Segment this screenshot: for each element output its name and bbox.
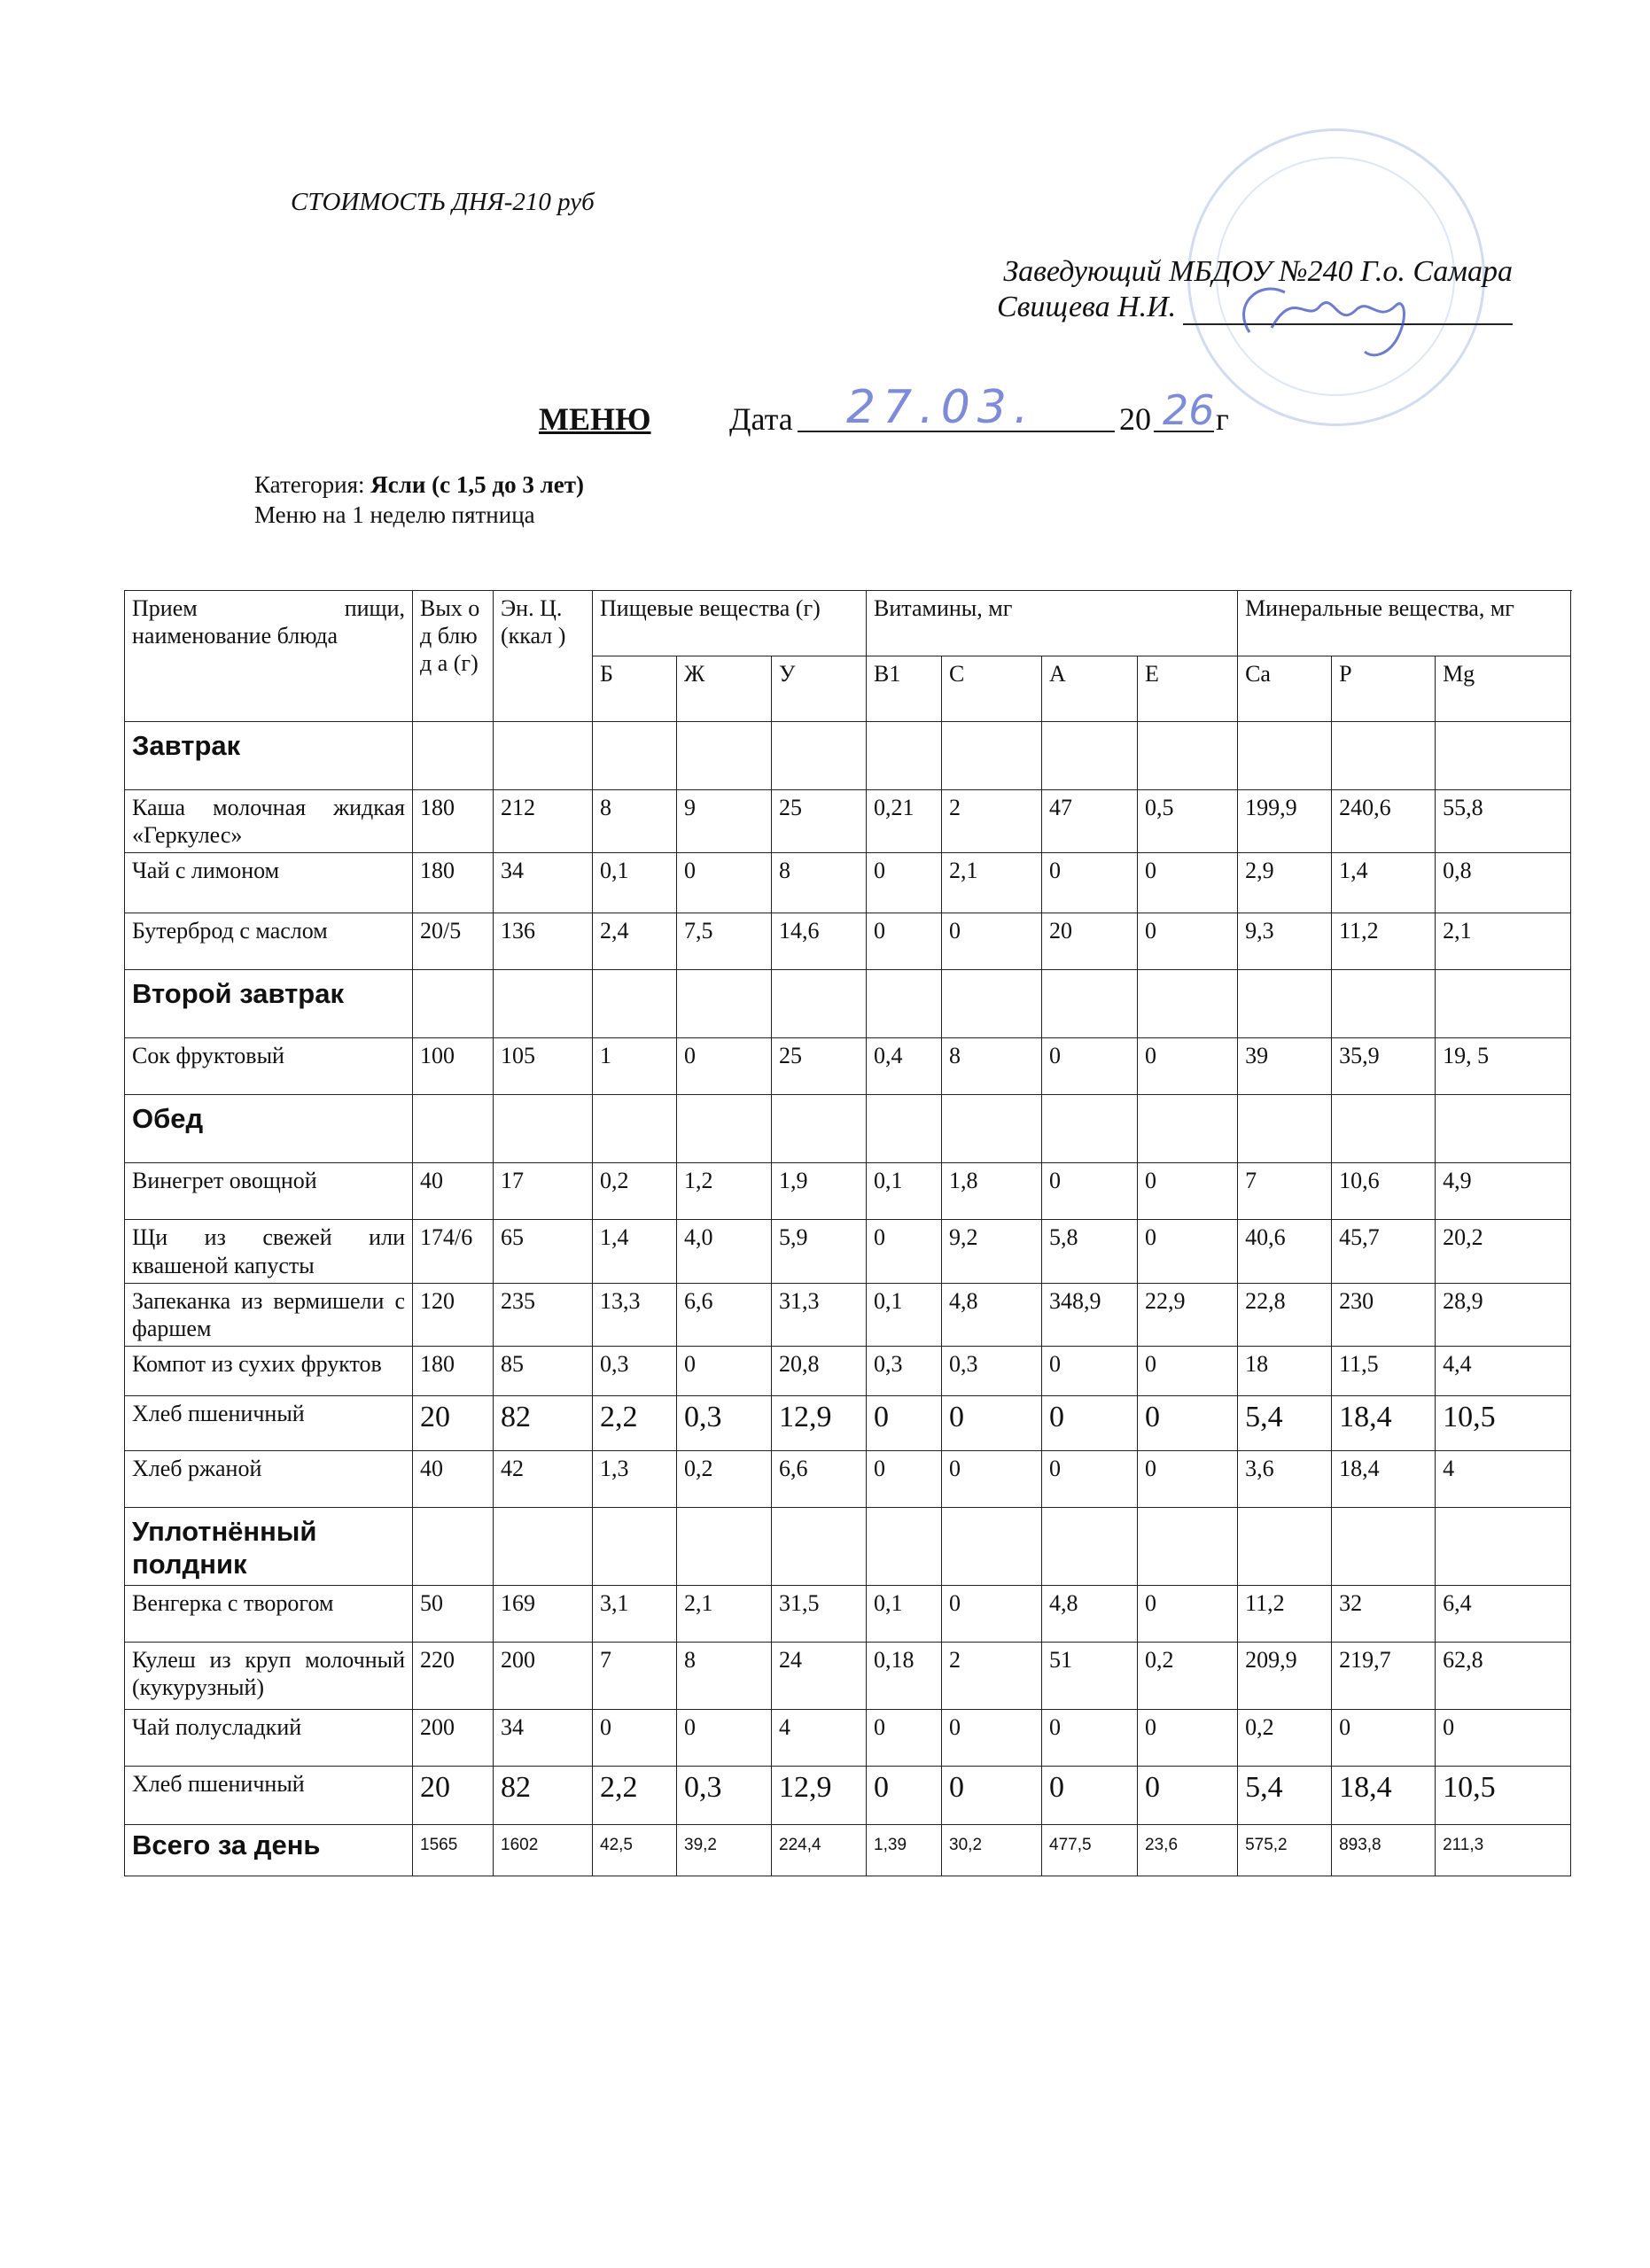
dish-row [125,1766,1571,1824]
value-cell: 200 [494,1642,593,1709]
value-cell: 8 [942,1038,1042,1095]
value-cell: 18,4 [1332,1396,1436,1451]
value-cell: 5,9 [772,1220,867,1283]
value-cell: 235 [494,1283,593,1346]
value-cell: 0,1 [867,1163,942,1220]
value-cell: 0 [867,1709,942,1766]
section-empty-cell [1138,722,1238,790]
section-empty-cell [413,1508,494,1585]
value-cell: 0 [1042,1038,1138,1095]
value-cell: 0,8 [1436,853,1571,913]
total-value-cell: 1,39 [867,1824,942,1876]
value-cell: 7 [1238,1163,1332,1220]
dish-name: Щи из свежей или квашеной капусты [125,1220,413,1283]
section-empty-cell [1238,970,1332,1038]
value-cell: 180 [413,790,494,853]
value-cell: 0,1 [867,1283,942,1346]
value-cell: 82 [494,1396,593,1451]
value-cell: 12,9 [772,1766,867,1824]
value-cell: 100 [413,1038,494,1095]
total-value-cell: 1565 [413,1824,494,1876]
value-cell: 6,4 [1436,1585,1571,1642]
value-cell: 348,9 [1042,1283,1138,1346]
value-cell: 4 [1436,1451,1571,1508]
value-cell: 0,2 [593,1163,677,1220]
value-cell: 209,9 [1238,1642,1332,1709]
value-cell: 50 [413,1585,494,1642]
section-empty-cell [413,1095,494,1163]
value-cell: 0 [677,1347,772,1396]
category-line [254,471,584,499]
section-empty-cell [677,1095,772,1163]
total-value-cell: 893,8 [1332,1824,1436,1876]
value-cell: 42 [494,1451,593,1508]
section-empty-cell [494,1508,593,1585]
value-cell: 0 [1138,1396,1238,1451]
date-value: 27.03. [846,381,1036,434]
value-cell: 6,6 [772,1451,867,1508]
value-cell: 4,8 [942,1283,1042,1346]
value-cell: 20 [1042,913,1138,970]
dish-name: Бутерброд с маслом [125,913,413,970]
section-empty-cell [1436,1095,1571,1163]
total-label: Всего за день [125,1824,413,1876]
value-cell: 2,1 [677,1585,772,1642]
section-row [125,1508,1571,1585]
section-name: Второй завтрак [125,970,413,1038]
value-cell: 0 [677,1038,772,1095]
section-empty-cell [1042,722,1138,790]
value-cell: 39 [1238,1038,1332,1095]
value-cell: 3,1 [593,1585,677,1642]
section-empty-cell [1332,722,1436,790]
value-cell: 34 [494,853,593,913]
value-cell: 5,8 [1042,1220,1138,1283]
value-cell: 20,2 [1436,1220,1571,1283]
total-value-cell: 30,2 [942,1824,1042,1876]
value-cell: 0 [1042,1709,1138,1766]
value-cell: 0,1 [867,1585,942,1642]
dish-row [125,1163,1571,1220]
value-cell: 1,4 [593,1220,677,1283]
value-cell: 0 [1138,1585,1238,1642]
value-cell: 22,9 [1138,1283,1238,1346]
dish-name: Хлеб пшеничный [125,1396,413,1451]
value-cell: 0 [1042,1347,1138,1396]
value-cell: 0,21 [867,790,942,853]
value-cell: 0 [867,1396,942,1451]
value-cell: 219,7 [1332,1642,1436,1709]
header-energy: Эн. Ц. (ккал ) [494,591,593,722]
dish-name: Чай с лимоном [125,853,413,913]
value-cell: 0,2 [1238,1709,1332,1766]
value-cell: 85 [494,1347,593,1396]
value-cell: 0 [1138,913,1238,970]
value-cell: 240,6 [1332,790,1436,853]
value-cell: 2,1 [1436,913,1571,970]
value-cell: 14,6 [772,913,867,970]
section-empty-cell [677,970,772,1038]
header-c: С [942,656,1042,722]
section-empty-cell [942,722,1042,790]
section-empty-cell [593,970,677,1038]
value-cell: 0 [942,1585,1042,1642]
value-cell: 1,3 [593,1451,677,1508]
section-empty-cell [867,1095,942,1163]
value-cell: 3,6 [1238,1451,1332,1508]
value-cell: 13,3 [593,1283,677,1346]
value-cell: 0 [1138,1347,1238,1396]
dish-name: Чай полусладкий [125,1709,413,1766]
approver-name: Свищева Н.И. [997,291,1177,323]
value-cell: 1,9 [772,1163,867,1220]
section-empty-cell [593,722,677,790]
section-empty-cell [942,1508,1042,1585]
value-cell: 4 [772,1709,867,1766]
value-cell: 169 [494,1585,593,1642]
section-empty-cell [942,970,1042,1038]
section-empty-cell [1138,970,1238,1038]
dish-name: Каша молочная жидкая «Геркулес» [125,790,413,853]
section-empty-cell [1138,1095,1238,1163]
value-cell: 0 [593,1709,677,1766]
value-cell: 0 [1138,1451,1238,1508]
year-suffix: г [1216,401,1229,437]
value-cell: 2,9 [1238,853,1332,913]
value-cell: 0,2 [1138,1642,1238,1709]
value-cell: 0 [1042,1396,1138,1451]
value-cell: 120 [413,1283,494,1346]
date-label: Дата [729,401,793,437]
section-empty-cell [1238,722,1332,790]
value-cell: 8 [593,790,677,853]
header-minerals: Минеральные вещества, мг [1238,591,1571,656]
value-cell: 2 [942,790,1042,853]
value-cell: 136 [494,913,593,970]
section-empty-cell [772,970,867,1038]
value-cell: 17 [494,1163,593,1220]
dish-name: Кулеш из круп молочный (кукурузный) [125,1642,413,1709]
value-cell: 0 [1138,1220,1238,1283]
year-prefix: 20 [1119,401,1151,437]
section-empty-cell [867,970,942,1038]
value-cell: 20 [413,1396,494,1451]
week-line: Меню на 1 неделю пятница [254,501,535,528]
value-cell: 18,4 [1332,1766,1436,1824]
value-cell: 105 [494,1038,593,1095]
value-cell: 0 [1138,1038,1238,1095]
header-p: Р [1332,656,1436,722]
value-cell: 0 [677,1709,772,1766]
dish-row [125,790,1571,853]
value-cell: 51 [1042,1642,1138,1709]
value-cell: 82 [494,1766,593,1824]
value-cell: 22,8 [1238,1283,1332,1346]
dish-name: Запеканка из вермишели с фаршем [125,1283,413,1346]
value-cell: 0 [677,853,772,913]
value-cell: 55,8 [1436,790,1571,853]
value-cell: 10,6 [1332,1163,1436,1220]
value-cell: 180 [413,853,494,913]
total-row [125,1824,1571,1876]
value-cell: 11,5 [1332,1347,1436,1396]
value-cell: 2 [942,1642,1042,1709]
signature-image [1223,270,1436,368]
total-value-cell: 575,2 [1238,1824,1332,1876]
value-cell: 10,5 [1436,1396,1571,1451]
value-cell: 5,4 [1238,1766,1332,1824]
value-cell: 0 [1138,853,1238,913]
value-cell: 65 [494,1220,593,1283]
value-cell: 1 [593,1038,677,1095]
section-empty-cell [494,722,593,790]
value-cell: 4,9 [1436,1163,1571,1220]
value-cell: 31,3 [772,1283,867,1346]
value-cell: 2,4 [593,913,677,970]
value-cell: 0,3 [593,1347,677,1396]
dish-row [125,1585,1571,1642]
value-cell: 174/6 [413,1220,494,1283]
value-cell: 4,8 [1042,1585,1138,1642]
section-empty-cell [593,1508,677,1585]
value-cell: 0 [867,1220,942,1283]
section-empty-cell [1042,970,1138,1038]
section-empty-cell [494,970,593,1038]
value-cell: 0 [1138,1163,1238,1220]
value-cell: 9 [677,790,772,853]
value-cell: 40 [413,1163,494,1220]
header-dish: Прием пищи, наименование блюда [125,591,413,722]
total-value-cell: 42,5 [593,1824,677,1876]
section-empty-cell [1332,970,1436,1038]
section-empty-cell [1332,1508,1436,1585]
section-row [125,1095,1571,1163]
section-empty-cell [1238,1508,1332,1585]
value-cell: 1,4 [1332,853,1436,913]
value-cell: 0,3 [942,1347,1042,1396]
value-cell: 0,3 [867,1347,942,1396]
value-cell: 0 [1042,1451,1138,1508]
value-cell: 0 [867,913,942,970]
value-cell: 7,5 [677,913,772,970]
value-cell: 0 [1042,1163,1138,1220]
value-cell: 180 [413,1347,494,1396]
value-cell: 0,3 [677,1396,772,1451]
dish-row [125,1642,1571,1709]
day-cost: СТОИМОСТЬ ДНЯ-210 руб [291,188,595,216]
section-empty-cell [494,1095,593,1163]
section-empty-cell [942,1095,1042,1163]
dish-name: Венгерка с творогом [125,1585,413,1642]
dish-name: Хлеб ржаной [125,1451,413,1508]
section-empty-cell [1042,1508,1138,1585]
header-nutrients: Пищевые вещества (г) [593,591,867,656]
section-empty-cell [413,722,494,790]
dish-name: Сок фруктовый [125,1038,413,1095]
total-value-cell: 224,4 [772,1824,867,1876]
value-cell: 7 [593,1642,677,1709]
section-empty-cell [1332,1095,1436,1163]
value-cell: 40,6 [1238,1220,1332,1283]
value-cell: 0,5 [1138,790,1238,853]
value-cell: 32 [1332,1585,1436,1642]
menu-title: МЕНЮ [539,401,651,437]
value-cell: 212 [494,790,593,853]
dish-row [125,1220,1571,1283]
value-cell: 8 [772,853,867,913]
header-yield: Вых од блюд а (г) [413,591,494,722]
header-a: А [1042,656,1138,722]
section-empty-cell [867,722,942,790]
value-cell: 28,9 [1436,1283,1571,1346]
value-cell: 19, 5 [1436,1038,1571,1095]
value-cell: 0 [867,1766,942,1824]
header-e: Е [1138,656,1238,722]
value-cell: 0 [942,1396,1042,1451]
dish-row [125,913,1571,970]
value-cell: 35,9 [1332,1038,1436,1095]
value-cell: 31,5 [772,1585,867,1642]
total-value-cell: 477,5 [1042,1824,1138,1876]
section-empty-cell [772,1095,867,1163]
dish-name: Хлеб пшеничный [125,1766,413,1824]
value-cell: 2,2 [593,1396,677,1451]
value-cell: 200 [413,1709,494,1766]
value-cell: 0 [942,913,1042,970]
value-cell: 220 [413,1642,494,1709]
value-cell: 0 [1138,1709,1238,1766]
value-cell: 11,2 [1238,1585,1332,1642]
value-cell: 6,6 [677,1283,772,1346]
value-cell: 10,5 [1436,1766,1571,1824]
value-cell: 0,1 [593,853,677,913]
value-cell: 34 [494,1709,593,1766]
value-cell: 2,2 [593,1766,677,1824]
value-cell: 0 [867,1451,942,1508]
value-cell: 5,4 [1238,1396,1332,1451]
section-empty-cell [867,1508,942,1585]
value-cell: 11,2 [1332,913,1436,970]
total-value-cell: 211,3 [1436,1824,1571,1876]
value-cell: 20/5 [413,913,494,970]
value-cell: 4,4 [1436,1347,1571,1396]
value-cell: 20,8 [772,1347,867,1396]
value-cell: 9,3 [1238,913,1332,970]
header-carbs: У [772,656,867,722]
header-ca: Са [1238,656,1332,722]
dish-name: Компот из сухих фруктов [125,1347,413,1396]
year-value: 26 [1163,386,1215,434]
value-cell: 25 [772,790,867,853]
dish-row [125,1038,1571,1095]
value-cell: 0,18 [867,1642,942,1709]
section-empty-cell [593,1095,677,1163]
total-value-cell: 1602 [494,1824,593,1876]
category-value: Ясли (с 1,5 до 3 лет) [370,471,584,498]
dish-row [125,1396,1571,1451]
header-mg: Mg [1436,656,1571,722]
value-cell: 0 [1436,1709,1571,1766]
value-cell: 47 [1042,790,1138,853]
value-cell: 8 [677,1642,772,1709]
dish-name: Винегрет овощной [125,1163,413,1220]
value-cell: 20 [413,1766,494,1824]
section-empty-cell [1042,1095,1138,1163]
value-cell: 0 [942,1451,1042,1508]
value-cell: 4,0 [677,1220,772,1283]
value-cell: 18,4 [1332,1451,1436,1508]
dish-row [125,1283,1571,1346]
dish-row [125,853,1571,913]
section-empty-cell [1138,1508,1238,1585]
value-cell: 12,9 [772,1396,867,1451]
section-empty-cell [1436,1508,1571,1585]
value-cell: 0 [1138,1766,1238,1824]
section-name: Обед [125,1095,413,1163]
value-cell: 0,4 [867,1038,942,1095]
value-cell: 0 [867,853,942,913]
value-cell: 230 [1332,1283,1436,1346]
header-protein: Б [593,656,677,722]
value-cell: 40 [413,1451,494,1508]
value-cell: 24 [772,1642,867,1709]
value-cell: 45,7 [1332,1220,1436,1283]
dish-row [125,1451,1571,1508]
dish-row [125,1709,1571,1766]
value-cell: 62,8 [1436,1642,1571,1709]
value-cell: 199,9 [1238,790,1332,853]
value-cell: 0 [942,1709,1042,1766]
value-cell: 2,1 [942,853,1042,913]
section-empty-cell [677,1508,772,1585]
category-label: Категория: [254,471,365,498]
total-value-cell: 39,2 [677,1824,772,1876]
section-empty-cell [1238,1095,1332,1163]
value-cell: 1,8 [942,1163,1042,1220]
section-row [125,722,1571,790]
section-empty-cell [413,970,494,1038]
section-row [125,970,1571,1038]
section-empty-cell [772,722,867,790]
value-cell: 0 [1042,1766,1138,1824]
header-fat: Ж [677,656,772,722]
value-cell: 25 [772,1038,867,1095]
menu-table [124,590,1571,1876]
value-cell: 0,2 [677,1451,772,1508]
section-empty-cell [1436,722,1571,790]
section-empty-cell [1436,970,1571,1038]
approver-title: Заведующий МБДОУ №240 Г.о. Самара [1003,255,1513,288]
value-cell: 1,2 [677,1163,772,1220]
value-cell: 0 [942,1766,1042,1824]
value-cell: 0 [1042,853,1138,913]
value-cell: 0,3 [677,1766,772,1824]
header-vitamins: Витамины, мг [867,591,1238,656]
section-name: Завтрак [125,722,413,790]
total-value-cell: 23,6 [1138,1824,1238,1876]
header-b1: B1 [867,656,942,722]
dish-row [125,1347,1571,1396]
value-cell: 18 [1238,1347,1332,1396]
section-empty-cell [677,722,772,790]
value-cell: 9,2 [942,1220,1042,1283]
value-cell: 0 [1332,1709,1436,1766]
section-empty-cell [772,1508,867,1585]
section-name: Уплотнённый полдник [125,1508,413,1585]
